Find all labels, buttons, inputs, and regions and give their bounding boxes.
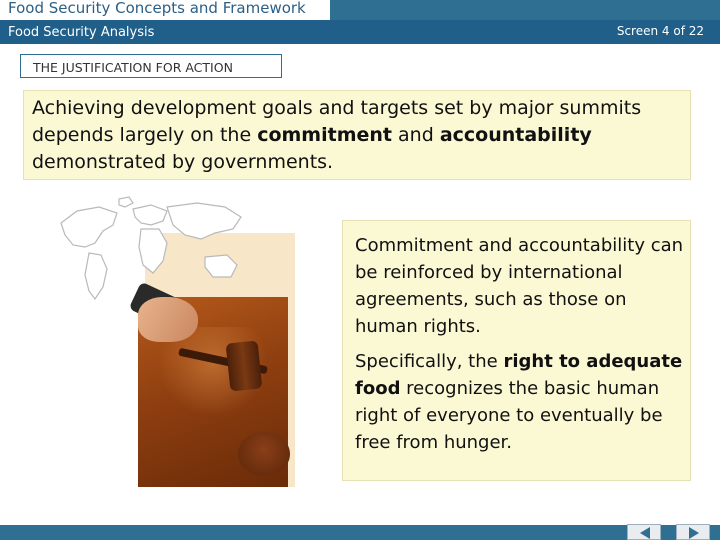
previous-button[interactable] xyxy=(627,524,661,540)
intro-bold-commitment: commitment xyxy=(257,124,392,146)
gavel-icon xyxy=(226,340,263,391)
next-button[interactable] xyxy=(676,524,710,540)
section-label-box xyxy=(20,54,282,78)
gavel-photo xyxy=(138,297,288,487)
paragraph-commitment: Commitment and accountability can be reinforced by international agreements, such as those on human rights. xyxy=(355,235,684,337)
paragraph-right-to-food xyxy=(355,348,690,456)
intro-text-part: demonstrated by governments. xyxy=(32,151,334,173)
intro-text xyxy=(32,95,682,176)
triangle-right-icon xyxy=(677,525,711,541)
course-title-tab xyxy=(0,0,330,21)
module-title: Food Security Analysis xyxy=(8,25,155,40)
illustration-panel xyxy=(55,195,295,487)
course-title: Food Security Concepts and Framework xyxy=(8,0,306,17)
intro-text-part: and xyxy=(392,124,440,146)
body-text-box xyxy=(342,220,691,481)
module-bar xyxy=(0,20,720,44)
sound-block xyxy=(238,432,290,476)
para2-text-part: recognizes the basic human right of everyone to eventually be free from hunger. xyxy=(355,378,663,453)
hand xyxy=(138,297,198,342)
para2-bold-right-to-food: right to adequate food xyxy=(355,351,683,399)
triangle-left-icon xyxy=(628,525,662,541)
intro-box xyxy=(23,90,691,180)
intro-bold-accountability: accountability xyxy=(439,124,592,146)
para2-text-part: Specifically, the xyxy=(355,351,504,372)
intro-text-part: Achieving development goals and targets set by major summits depends largely on the xyxy=(32,97,642,146)
footer-bar xyxy=(0,525,720,540)
section-label: THE JUSTIFICATION FOR ACTION xyxy=(33,60,233,75)
screen-counter: Screen 4 of 22 xyxy=(616,24,704,38)
